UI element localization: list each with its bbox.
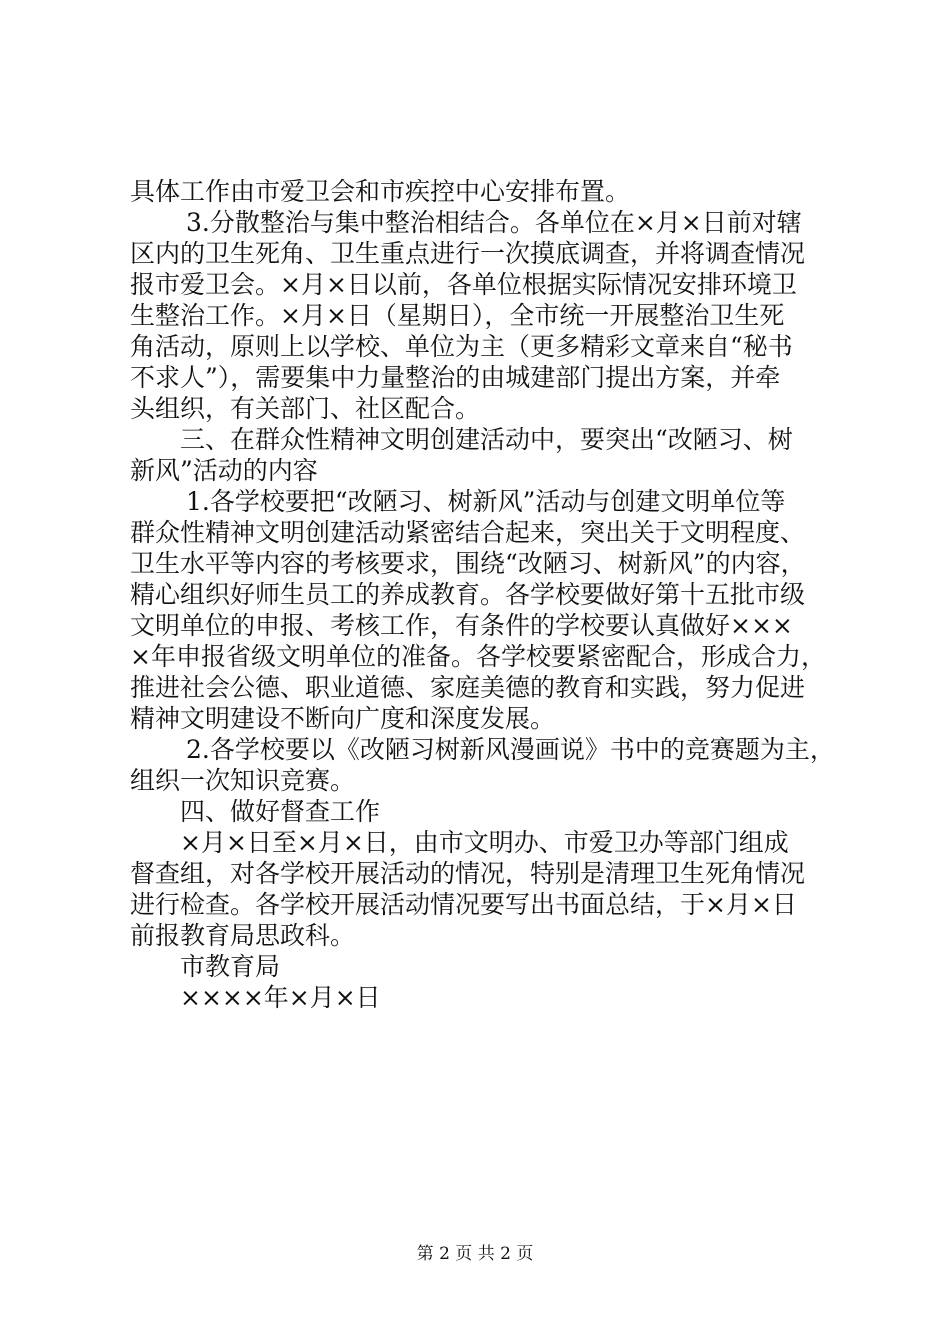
section-heading-4: 四、做好督查工作: [180, 797, 381, 826]
page-footer: 第 2 页 共 2 页: [416, 1244, 534, 1264]
text-line: 3.分散整治与集中整治相结合。各单位在×月×日前对辖: [186, 208, 802, 237]
text-line: 群众性精神文明创建活动紧密结合起来，突出关于文明程度、: [130, 518, 806, 547]
text-line: 推进社会公德、职业道德、家庭美德的教育和实践，努力促进: [130, 673, 806, 702]
section-heading-3: 三、在群众性精神文明创建活动中，要突出“改陋习、树: [180, 425, 793, 454]
text-line: 生整治工作。×月×日（星期日），全市统一开展整治卫生死: [130, 301, 785, 330]
text-line: ×月×日至×月×日，由市文明办、市爱卫办等部门组成: [180, 828, 789, 857]
text-line: 区内的卫生死角、卫生重点进行一次摸底调查，并将调查情况: [130, 239, 806, 268]
text-line: 精心组织好师生员工的养成教育。各学校要做好第十五批市级: [130, 580, 806, 609]
text-line: 报市爱卫会。×月×日以前，各单位根据实际情况安排环境卫: [130, 270, 797, 299]
signature-org: 市教育局: [180, 952, 281, 981]
text-line: ×年申报省级文明单位的准备。各学校要紧密配合，形成合力，: [130, 642, 826, 671]
text-line: 督查组，对各学校开展活动的情况，特别是清理卫生死角情况: [130, 859, 806, 888]
text-line: 卫生水平等内容的考核要求，围绕“改陋习、树新风”的内容，: [130, 549, 806, 578]
text-line: 1.各学校要把“改陋习、树新风”活动与创建文明单位等: [186, 487, 786, 516]
text-line: 角活动，原则上以学校、单位为主（更多精彩文章来自“秘书: [130, 332, 793, 361]
text-line: 头组织，有关部门、社区配合。: [130, 394, 481, 423]
text-line: 不求人”），需要集中力量整治的由城建部门提出方案，并牵: [130, 363, 781, 392]
text-line: 2.各学校要以《改陋习树新风漫画说》书中的竞赛题为主，: [186, 735, 835, 764]
text-line: 新风”活动的内容: [130, 456, 318, 485]
text-line: 进行检查。各学校开展活动情况要写出书面总结，于×月×日: [130, 890, 797, 919]
signature-date: ××××年×月×日: [180, 983, 381, 1012]
text-line: 精神文明建设不断向广度和深度发展。: [130, 704, 556, 733]
text-line: 组织一次知识竞赛。: [130, 766, 356, 795]
text-line: 前报教育局思政科。: [130, 921, 356, 950]
text-line: 文明单位的申报、考核工作，有条件的学校要认真做好×××: [130, 611, 793, 640]
text-line: 具体工作由市爱卫会和市疾控中心安排布置。: [130, 177, 631, 206]
